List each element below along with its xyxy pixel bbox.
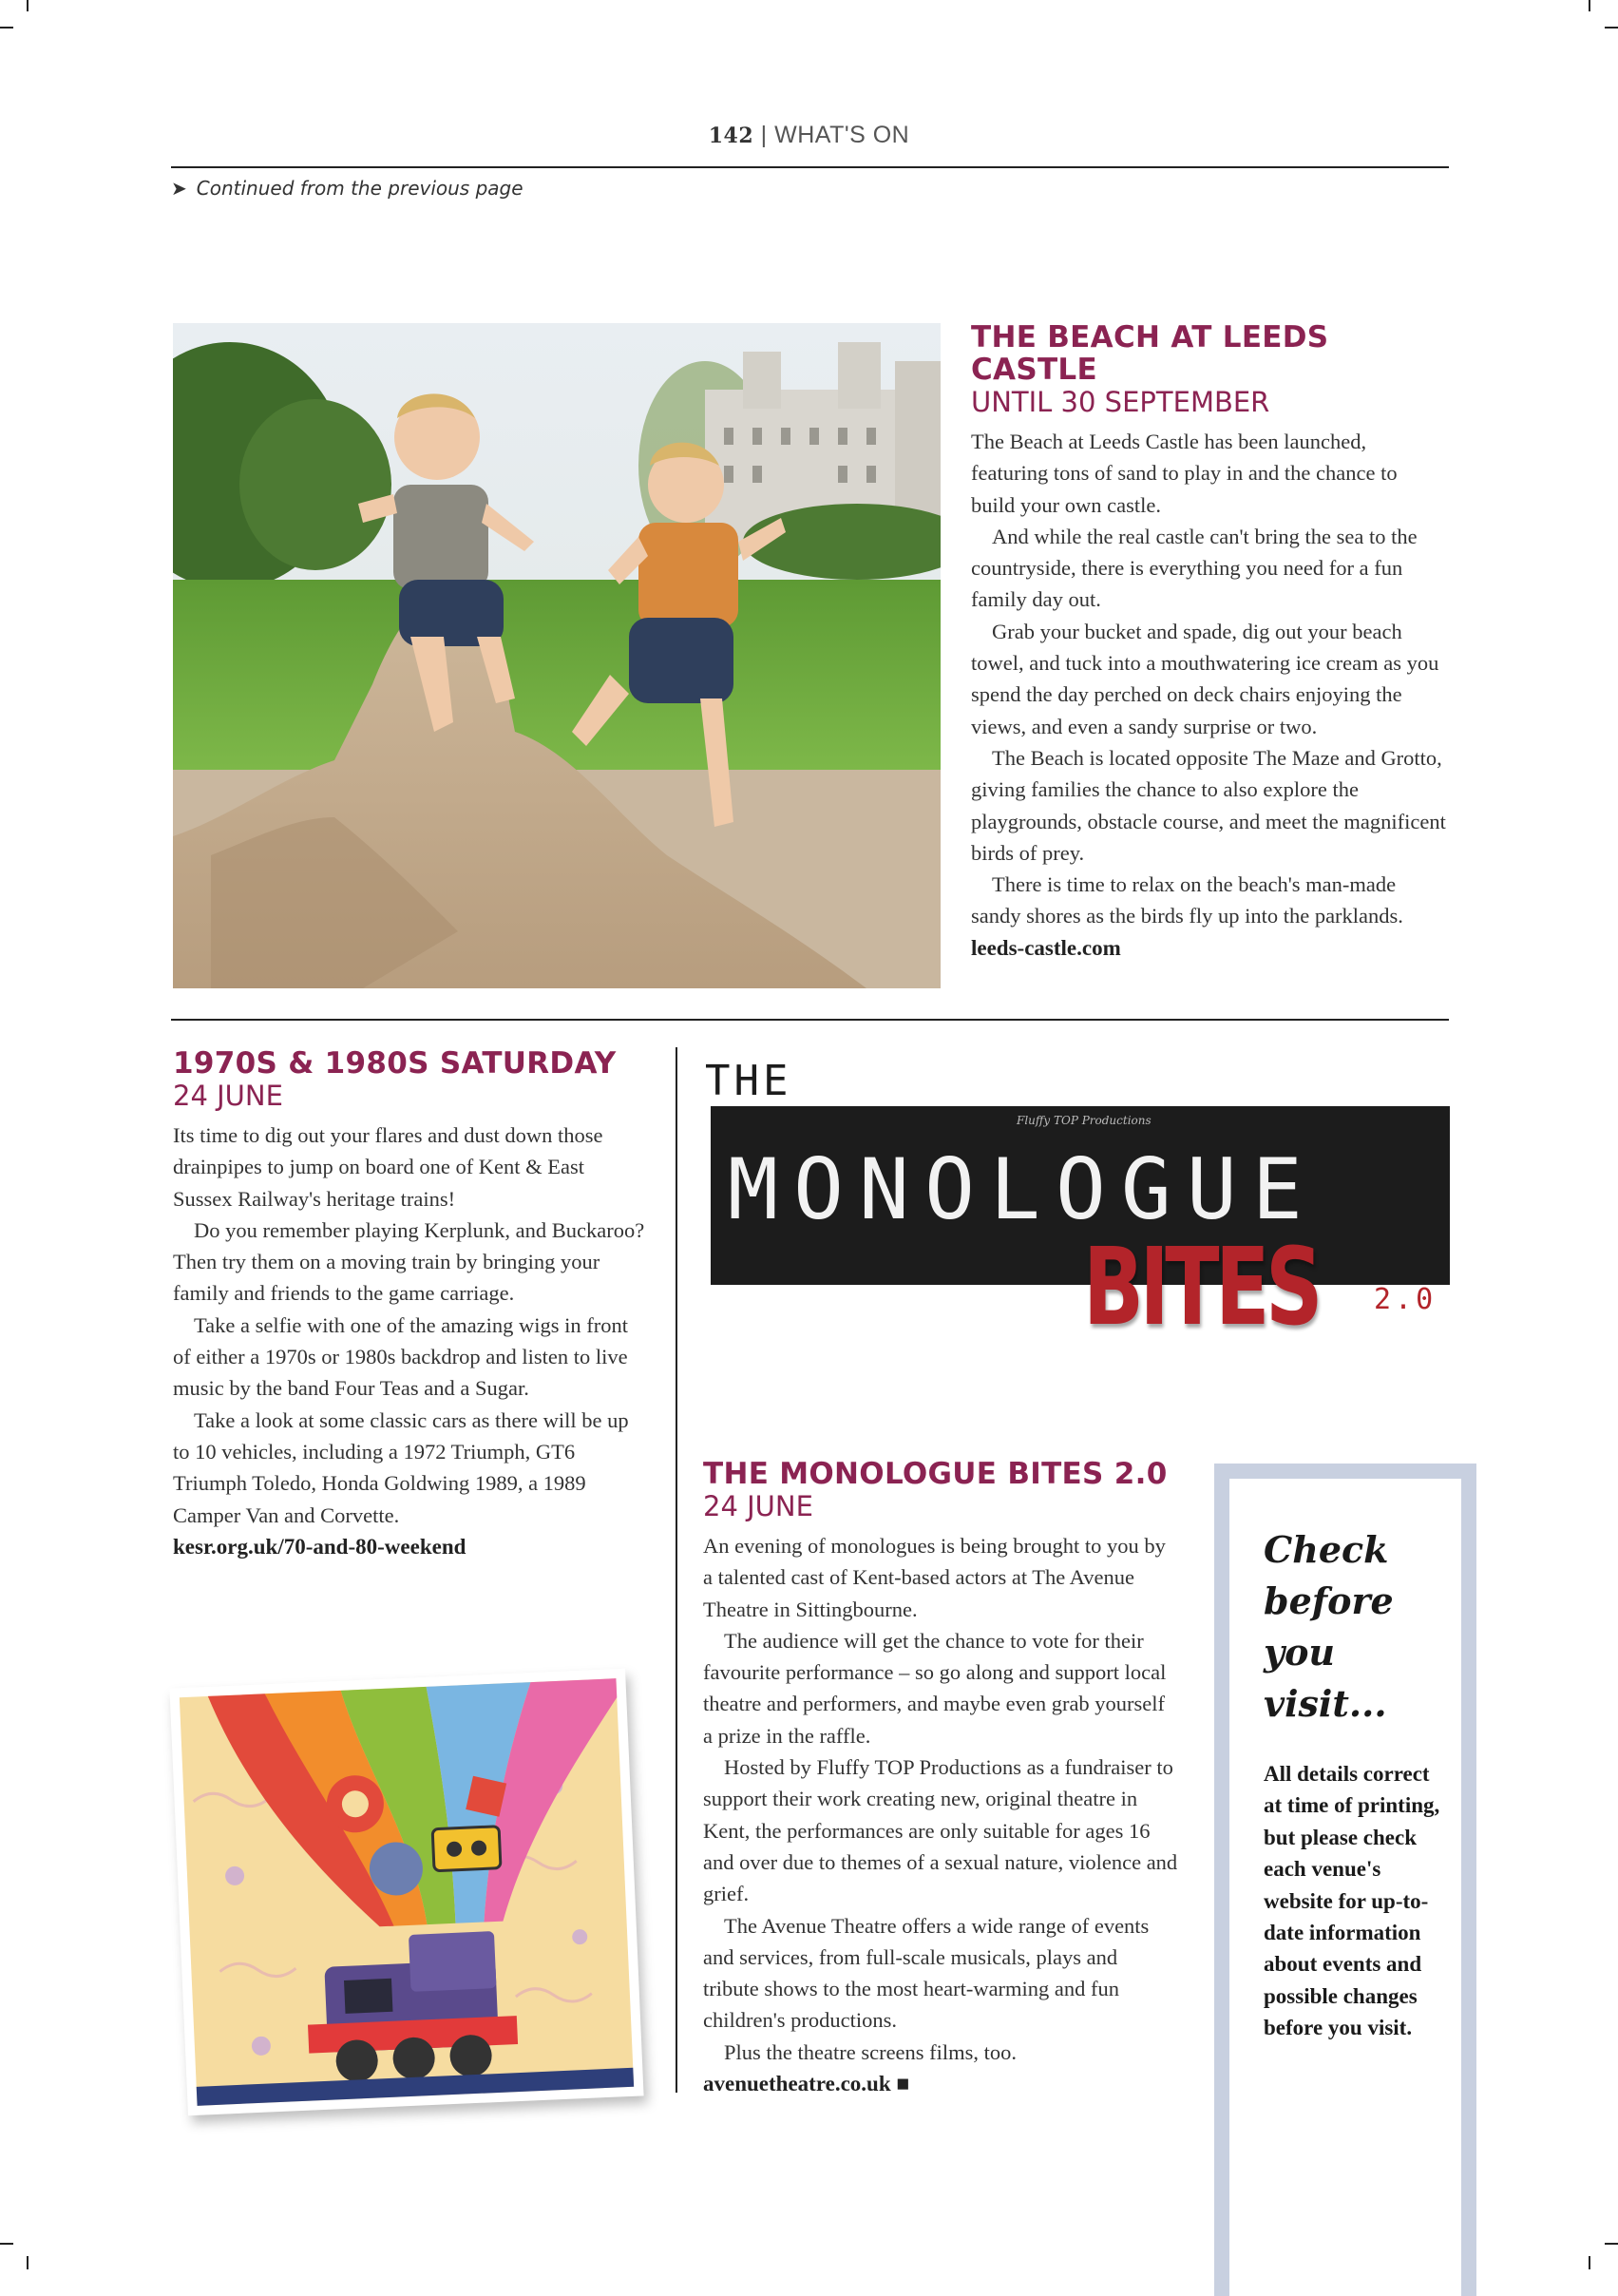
crop-mark	[1589, 2256, 1590, 2269]
paragraph: The Beach is located opposite The Maze and Grotto, giving families the chance to also explore the playgrounds, obstacle course, and meet the magnificent birds of prey.	[971, 745, 1446, 865]
article-link[interactable]: kesr.org.uk/70-and-80-weekend	[173, 1534, 466, 1559]
arrow-icon: ➤	[171, 177, 187, 200]
article-70s-80s-saturday	[173, 1047, 648, 1562]
sidebar-text: All details correct at time of printing, but please check each venue's website for up-to-date information about events and possible changes before you visit.	[1264, 1762, 1440, 2040]
article-monologue-bites	[703, 1458, 1178, 2099]
article-date: 24 JUNE	[703, 1490, 813, 1522]
poster-bites: BITES	[1083, 1226, 1319, 1349]
paragraph: There is time to relax on the beach's man-made sandy shores as the birds fly up into the parklands.	[971, 872, 1403, 928]
article-link-wrapper	[703, 2068, 1178, 2099]
poster-the: THE	[705, 1057, 792, 1105]
article-title: THE BEACH AT LEEDS CASTLE	[971, 320, 1329, 387]
article-date: UNTIL 30 SEPTEMBER	[971, 386, 1270, 418]
crop-mark	[0, 2243, 13, 2245]
paragraph: Do you remember playing Kerplunk, and Buckaroo? Then try them on a moving train by bringing your family and friends to the game carriage.	[173, 1217, 645, 1306]
paragraph: The audience will get the chance to vote for their favourite performance – so go along and support local theatre and performers, and maybe even grab yourself a prize in the raffle.	[703, 1628, 1167, 1748]
continued-note	[171, 177, 523, 200]
section-title: WHAT'S ON	[774, 122, 910, 148]
crop-mark	[0, 27, 13, 29]
article-link[interactable]: leeds-castle.com	[971, 935, 1121, 960]
sidebar-title-line: Check	[1264, 1528, 1389, 1571]
paragraph: Take a look at some classic cars as there will be up to 10 vehicles, including a 1972 Triumph, GT6 Triumph Toledo, Honda Goldwing 1989, a 1989 Camper Van and Corvette.	[173, 1407, 629, 1527]
paragraph: Take a selfie with one of the amazing wigs in front of either a 1970s or 1980s backdrop and listen to live music by the band Four Teas and a Sugar.	[173, 1312, 629, 1401]
sidebar-title-line: visit...	[1264, 1682, 1387, 1725]
article-title: THE MONOLOGUE BITES 2.0	[703, 1457, 1168, 1491]
article-leeds-castle	[971, 321, 1446, 964]
poster-monologue: MONOLOGUE	[728, 1140, 1318, 1238]
paragraph: Hosted by Fluffy TOP Productions as a fundraiser to support their work creating new, original theatre in Kent, the performances are only suitable for ages 16 and over due to themes of a sexual nature, violence and grief.	[703, 1755, 1178, 1906]
header-separator: |	[760, 122, 768, 148]
paragraph: And while the real castle can't bring the sea to the countryside, there is everything you need for a fun family day out.	[971, 524, 1418, 612]
paragraph: The Avenue Theatre offers a wide range of events and services, from full-scale musicals, plays and tribute shows to the most heart-warming and fun children's productions.	[703, 1913, 1150, 2033]
article-link[interactable]: avenuetheatre.co.uk	[703, 2072, 891, 2096]
crop-mark	[27, 2256, 29, 2269]
page-header	[0, 122, 1618, 149]
crop-mark	[1589, 0, 1590, 11]
monologue-bites-poster	[703, 1057, 1454, 1380]
end-mark-icon: ■	[896, 2072, 910, 2096]
article-body	[971, 426, 1446, 964]
paragraph: Its time to dig out your flares and dust down those drainpipes to jump on board one of Kent & East Sussex Railway's heritage trains!	[173, 1123, 603, 1211]
page-number: 142	[708, 124, 754, 148]
article-date: 24 JUNE	[173, 1080, 283, 1112]
sidebar-title	[1229, 1479, 1461, 1730]
paragraph: Grab your bucket and spade, dig out your beach towel, and tuck into a mouthwatering ice cream as you spend the day perched on deck chairs enjoying the views, and even a sandy surprise or two.	[971, 619, 1439, 738]
continued-text: Continued from the previous page	[196, 177, 523, 200]
crop-mark	[1605, 2243, 1618, 2245]
paragraph: An evening of monologues is being brought to you by a talented cast of Kent-based actors at The Avenue Theatre in Sittingbourne.	[703, 1534, 1166, 1621]
check-before-you-visit-box	[1214, 1464, 1476, 2296]
article-body	[173, 1119, 648, 1562]
poster-version: 2.0	[1374, 1283, 1437, 1316]
crop-mark	[1605, 27, 1618, 29]
section-rule	[171, 1019, 1449, 1021]
header-rule	[171, 166, 1449, 168]
paragraph: Plus the theatre screens films, too.	[724, 2039, 1018, 2064]
beach-photo	[173, 323, 941, 988]
sidebar-title-line: before you	[1264, 1579, 1394, 1674]
retro-train-illustration	[169, 1669, 643, 2116]
crop-mark	[27, 0, 29, 11]
article-body	[703, 1530, 1178, 2099]
poster-small-logo: Fluffy TOP Productions	[1017, 1114, 1152, 1127]
column-divider	[676, 1047, 677, 2093]
paragraph: The Beach at Leeds Castle has been launched, featuring tons of sand to play in and the chance to build your own castle.	[971, 430, 1398, 517]
article-title: 1970S & 1980S SATURDAY	[173, 1046, 617, 1081]
